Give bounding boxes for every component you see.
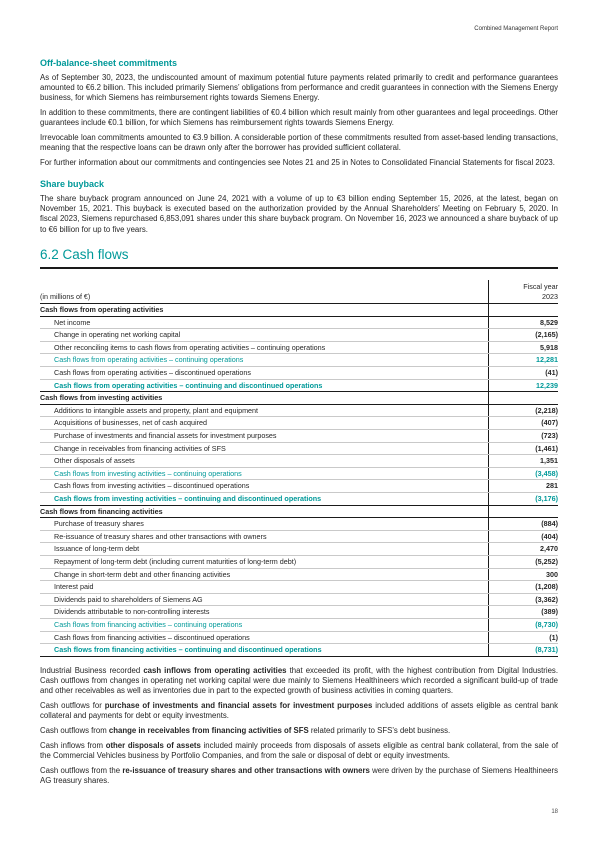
paragraph-text: included additions of assets eligible as central bank collateral and payments for debt or equity investments. (40, 701, 558, 721)
off-balance-sheet-paragraph: For further information about our commitments and contingencies see Notes 21 and 25 in Notes to Consolidated Financial Statements for fiscal 2023. (40, 158, 555, 168)
row-value: 12,281 (488, 354, 558, 367)
page-content (40, 0, 558, 787)
table-row (40, 442, 558, 455)
table-row (40, 367, 558, 380)
row-value: (404) (488, 530, 558, 543)
table-fiscal-year-header (488, 280, 558, 304)
row-label: Cash flows from operating activities – continuing and discontinued operations (40, 379, 488, 392)
row-label: Cash flows from investing activities – continuing and discontinued operations (40, 492, 488, 505)
discussion-paragraph (40, 741, 558, 762)
row-value: (723) (488, 430, 558, 443)
table-row (40, 316, 558, 329)
row-value: (2,218) (488, 404, 558, 417)
table-row (40, 480, 558, 493)
row-label: Cash flows from investing activities (40, 392, 488, 405)
row-label: Interest paid (40, 581, 488, 594)
row-label: Additions to intangible assets and property, plant and equipment (40, 404, 488, 417)
row-value: 300 (488, 568, 558, 581)
paragraph-text: Cash outflows from the (40, 766, 123, 776)
table-row (40, 467, 558, 480)
row-label: Cash flows from operating activities (40, 304, 488, 317)
table-row (40, 505, 558, 518)
row-label: Other disposals of assets (40, 455, 488, 468)
table-row (40, 341, 558, 354)
row-value: (3,362) (488, 593, 558, 606)
paragraph-text: Cash outflows for (40, 701, 105, 711)
paragraph-text: Industrial Business recorded (40, 665, 144, 675)
cash-flows-table (40, 280, 558, 657)
row-value: (1) (488, 631, 558, 644)
row-value: (389) (488, 606, 558, 619)
table-unit-label: (in millions of €) (40, 280, 488, 304)
table-row (40, 631, 558, 644)
row-value: 5,918 (488, 341, 558, 354)
discussion-paragraph (40, 766, 558, 787)
table-row (40, 618, 558, 631)
cash-flows-discussion (40, 666, 558, 787)
row-value: 12,239 (488, 379, 558, 392)
table-row (40, 430, 558, 443)
paragraph-bold-text: purchase of investments and financial assets for investment purposes (104, 701, 373, 711)
discussion-paragraph (40, 666, 558, 697)
table-row (40, 555, 558, 568)
row-label: Cash flows from operating activities – discontinued operations (40, 367, 488, 380)
table-row (40, 379, 558, 392)
row-label: Change in receivables from financing activities of SFS (40, 442, 488, 455)
row-value: (8,731) (488, 644, 558, 657)
paragraph-text: related primarily to SFS’s debt business. (308, 726, 451, 736)
table-row (40, 455, 558, 468)
off-balance-sheet-paragraph: Irrevocable loan commitments amounted to €3.9 billion. A considerable portion of these commitments resulted from asset-based lending transactions, meaning that the respective loans can be drawn only after the borrower has provided sufficient collateral. (40, 132, 558, 153)
discussion-paragraph (40, 701, 558, 722)
table-row (40, 530, 558, 543)
row-label: Cash flows from investing activities – continuing operations (40, 467, 488, 480)
row-label: Other reconciling items to cash flows from operating activities – continuing operations (40, 341, 488, 354)
off-balance-sheet-paragraph: In addition to these commitments, there are contingent liabilities of €0.4 billion which result mainly from other guarantees and legal proceedings. Other guarantees include €0.1 billion, for which Siemens has reimbursement rights towards Siemens Energy. (40, 107, 558, 128)
page-number: 18 (551, 809, 558, 815)
fiscal-year-label: Fiscal year (523, 282, 558, 292)
table-row (40, 543, 558, 556)
row-value: (3,176) (488, 492, 558, 505)
section-heading-rule (40, 267, 558, 269)
table-row (40, 606, 558, 619)
row-value: (407) (488, 417, 558, 430)
row-value (488, 505, 558, 518)
cash-flows-section-heading: 6.2 Cash flows (40, 247, 129, 263)
row-label: Cash flows from financing activities – discontinued operations (40, 631, 488, 644)
row-label: Cash flows from operating activities – continuing operations (40, 354, 488, 367)
row-value: (5,252) (488, 555, 558, 568)
paragraph-bold-text: change in receivables from financing activities of SFS (108, 726, 309, 736)
paragraph-bold-text: cash inflows from operating activities (143, 665, 287, 675)
table-row (40, 404, 558, 417)
row-value: (8,730) (488, 618, 558, 631)
row-value: 2,470 (488, 543, 558, 556)
row-value (488, 304, 558, 317)
table-row (40, 304, 558, 317)
off-balance-sheet-heading: Off-balance-sheet commitments (40, 58, 178, 68)
off-balance-sheet-paragraph: As of September 30, 2023, the undiscounted amount of maximum potential future payments related primarily to credit and performance guarantees amounted to €6.2 billion. This included primarily Siemens’ obligations from performance and credit guarantees in connection with the Siemens Energy business, for which Siemens has reimbursement rights towards Siemens Energy. (40, 72, 558, 103)
row-label: Repayment of long-term debt (including current maturities of long-term debt) (40, 555, 488, 568)
row-label: Change in short-term debt and other financing activities (40, 568, 488, 581)
cash-flows-table-body (40, 280, 558, 656)
paragraph-text: included mainly proceeds from disposals of assets eligible as central bank collateral, from the sale of the Commercial Vehicles business by Portfolio Companies, and from the sale or disposal of debt or equity investments. (40, 740, 558, 761)
table-row (40, 581, 558, 594)
row-value: 1,351 (488, 455, 558, 468)
table-row (40, 568, 558, 581)
paragraph-bold-text: re-issuance of treasury shares and other transactions with owners (122, 766, 370, 776)
row-label: Purchase of investments and financial assets for investment purposes (40, 430, 488, 443)
table-row (40, 518, 558, 531)
row-value: 281 (488, 480, 558, 493)
row-value: (41) (488, 367, 558, 380)
row-label: Purchase of treasury shares (40, 518, 488, 531)
row-value: (2,165) (488, 329, 558, 342)
row-label: Net income (40, 316, 488, 329)
row-label: Dividends attributable to non-controlling interests (40, 606, 488, 619)
row-label: Cash flows from financing activities (40, 505, 488, 518)
row-value: (884) (488, 518, 558, 531)
running-header: Combined Management Report (474, 26, 558, 32)
row-label: Cash flows from financing activities – continuing operations (40, 618, 488, 631)
table-row (40, 354, 558, 367)
table-row (40, 417, 558, 430)
paragraph-text: Cash outflows from (40, 726, 109, 736)
paragraph-bold-text: other disposals of assets (105, 740, 201, 750)
discussion-paragraph (40, 726, 558, 736)
row-label: Acquisitions of businesses, net of cash acquired (40, 417, 488, 430)
table-row (40, 392, 558, 405)
row-label: Change in operating net working capital (40, 329, 488, 342)
paragraph-text: were driven by the purchase of Siemens Healthineers AG treasury shares. (40, 766, 559, 786)
row-value: (3,458) (488, 467, 558, 480)
fiscal-year-value: 2023 (542, 291, 558, 301)
share-buyback-heading: Share buyback (40, 179, 105, 190)
row-value: 8,529 (488, 316, 558, 329)
row-label: Issuance of long-term debt (40, 543, 488, 556)
table-row (40, 492, 558, 505)
row-value: (1,461) (488, 442, 558, 455)
paragraph-text: Cash inflows from (40, 740, 106, 750)
share-buyback-paragraph: The share buyback program announced on June 24, 2021 with a volume of up to €3 billion ending September 15, 2026, at the latest, began on November 15, 2021. This buyback is executed based on the authorization provided by the Annual Shareholders’ Meeting on February 5, 2020. In fiscal 2023, Siemens repurchased 6,853,091 shares under this share buyback program. On November 16, 2023 we announced a share buyback of up to €6 billion for up to five years. (40, 193, 558, 234)
table-header-row (40, 280, 558, 304)
row-label: Re-issuance of treasury shares and other transactions with owners (40, 530, 488, 543)
row-value: (1,208) (488, 581, 558, 594)
table-row (40, 329, 558, 342)
row-value (488, 392, 558, 405)
table-row (40, 644, 558, 657)
table-row (40, 593, 558, 606)
paragraph-text: that exceeded its profit, with the highest contribution from Digital Industries. Cash outflows from changes in operating net working capital were due mainly to Siemens Healthineers which recorded a significant build-up of trade and other receivables as well as inventories due in part to the expected growth of business activities in coming quarters. (40, 665, 558, 696)
row-label: Cash flows from financing activities – continuing and discontinued operations (40, 644, 488, 657)
row-label: Cash flows from investing activities – discontinued operations (40, 480, 488, 493)
row-label: Dividends paid to shareholders of Siemens AG (40, 593, 488, 606)
